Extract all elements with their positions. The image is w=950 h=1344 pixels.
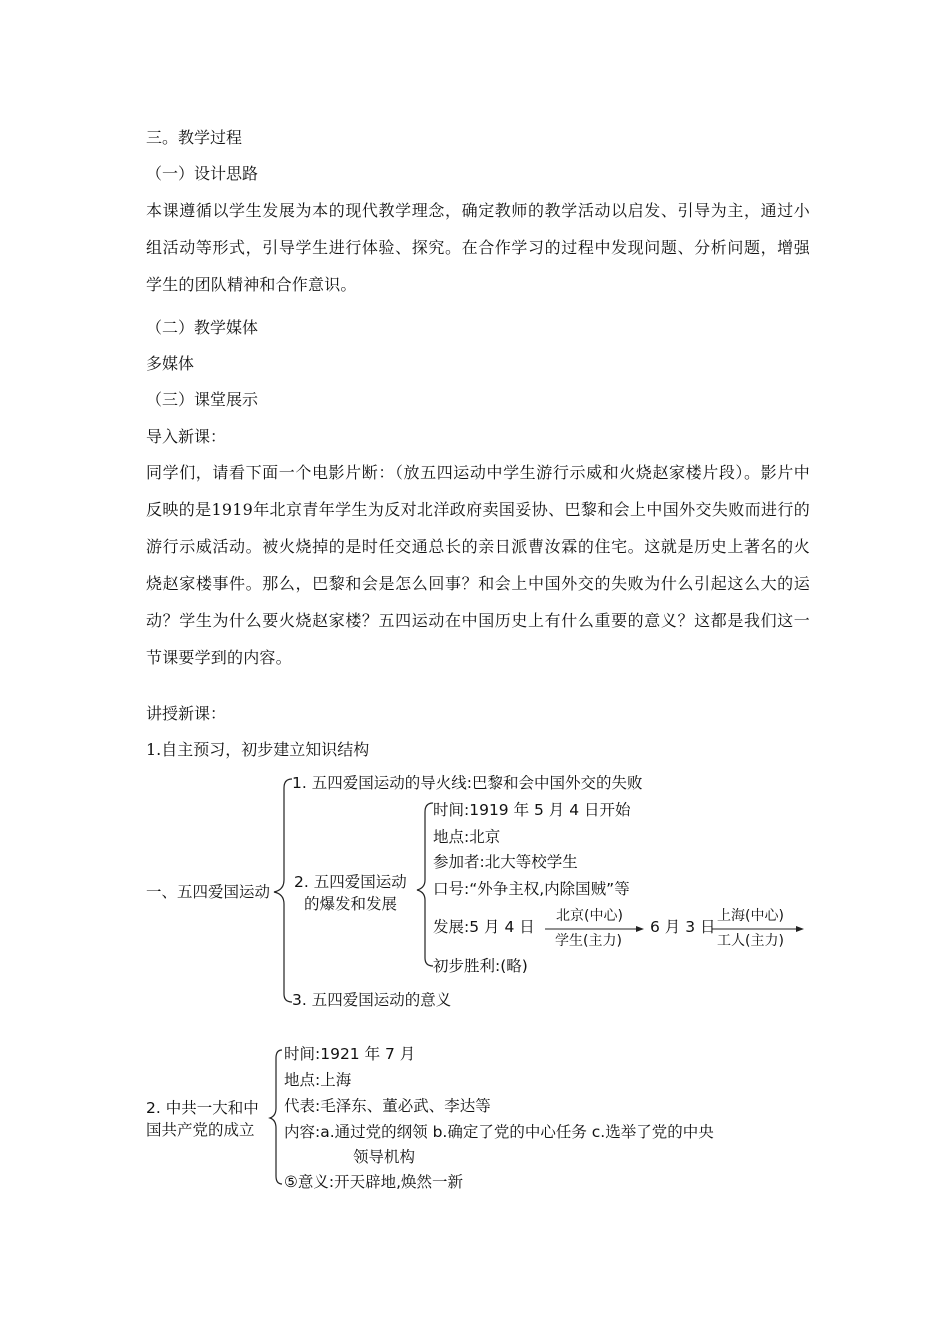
lecture-label: 讲授新课： [146, 704, 227, 723]
diagram1-dev-mid: 6 月 3 日 [650, 918, 716, 936]
diagram2-meaning: ⑤意义:开天辟地,焕然一新 [284, 1173, 464, 1191]
heading-display: （三）课堂展示 [146, 390, 259, 409]
diagram1-dev-prefix: 发展:5 月 4 日 [433, 918, 535, 936]
diagram1-participants: 参加者:北大等校学生 [433, 853, 578, 871]
diagram1-item2-line2: 的爆发和发展 [304, 895, 398, 913]
diagram2-root-line1: 2. 中共一大和中 [146, 1099, 259, 1117]
diagram1-place: 地点:北京 [433, 828, 501, 846]
diagram2-time: 时间:1921 年 7 月 [284, 1045, 416, 1063]
diagram1-item2-line1: 2. 五四爱国运动 [294, 873, 407, 891]
media-text: 多媒体 [146, 354, 195, 373]
diagram1-time: 时间:1919 年 5 月 4 日开始 [433, 801, 631, 819]
design-paragraph: 本课遵循以学生发展为本的现代教学理念，确定教师的教学活动以启发、引导为主，通过小组活动等形式，引导学生进行体验、探究。在合作学习的过程中发现问题、分析问题，增强学生的团队精神和合作意识。 [146, 201, 810, 294]
diagram1-dev-top1: 北京(中心) [556, 908, 623, 924]
diagram2-content-line2: 领导机构 [353, 1148, 416, 1166]
diagram1-slogan: 口号:“外争主权,内除国贼”等 [433, 880, 630, 898]
diagram1-root: 一、五四爱国运动 [146, 883, 271, 901]
diagram2-root-line2: 国共产党的成立 [146, 1121, 255, 1139]
diagram1-dev-top2: 上海(中心) [717, 908, 784, 924]
diagram2-reps: 代表:毛泽东、董必武、李达等 [284, 1097, 491, 1115]
heading-media: （二）教学媒体 [146, 318, 259, 337]
diagram1-victory: 初步胜利:(略) [433, 957, 528, 975]
heading-process: 三。教学过程 [146, 128, 243, 147]
diagram2-content-line1: 内容:a.通过党的纲领 b.确定了党的中心任务 c.选举了党的中央 [284, 1123, 714, 1141]
step1-heading: 1.自主预习，初步建立知识结构 [146, 740, 370, 759]
intro-paragraph: 同学们，请看下面一个电影片断：（放五四运动中学生游行示威和火烧赵家楼片段）。影片中反映的是1919年北京青年学生为反对北洋政府卖国妥协、巴黎和会上中国外交失败而进行的游行示威活动。被火烧掉的是时任交通总长的亲日派曹汝霖的住宅。这就是历史上著名的火烧赵家楼事件。那么，巴黎和会是怎么回事？和会上中国外交的失败为什么引起这么大的运动？学生为什么要火烧赵家楼？五四运动在中国历史上有什么重要的意义？这都是我们这一节课要学到的内容。 [146, 463, 810, 667]
diagram2-place: 地点:上海 [284, 1071, 352, 1089]
diagram1-item3: 3. 五四爱国运动的意义 [292, 991, 452, 1009]
intro-label: 导入新课： [146, 427, 227, 446]
diagram1-item1: 1. 五四爱国运动的导火线:巴黎和会中国外交的失败 [292, 774, 643, 792]
heading-design: （一）设计思路 [146, 164, 259, 183]
diagram2-brace [270, 1050, 282, 1184]
diagram1-dev-bottom2: 工人(主力) [717, 933, 784, 949]
diagram1-dev-bottom1: 学生(主力) [555, 933, 622, 949]
